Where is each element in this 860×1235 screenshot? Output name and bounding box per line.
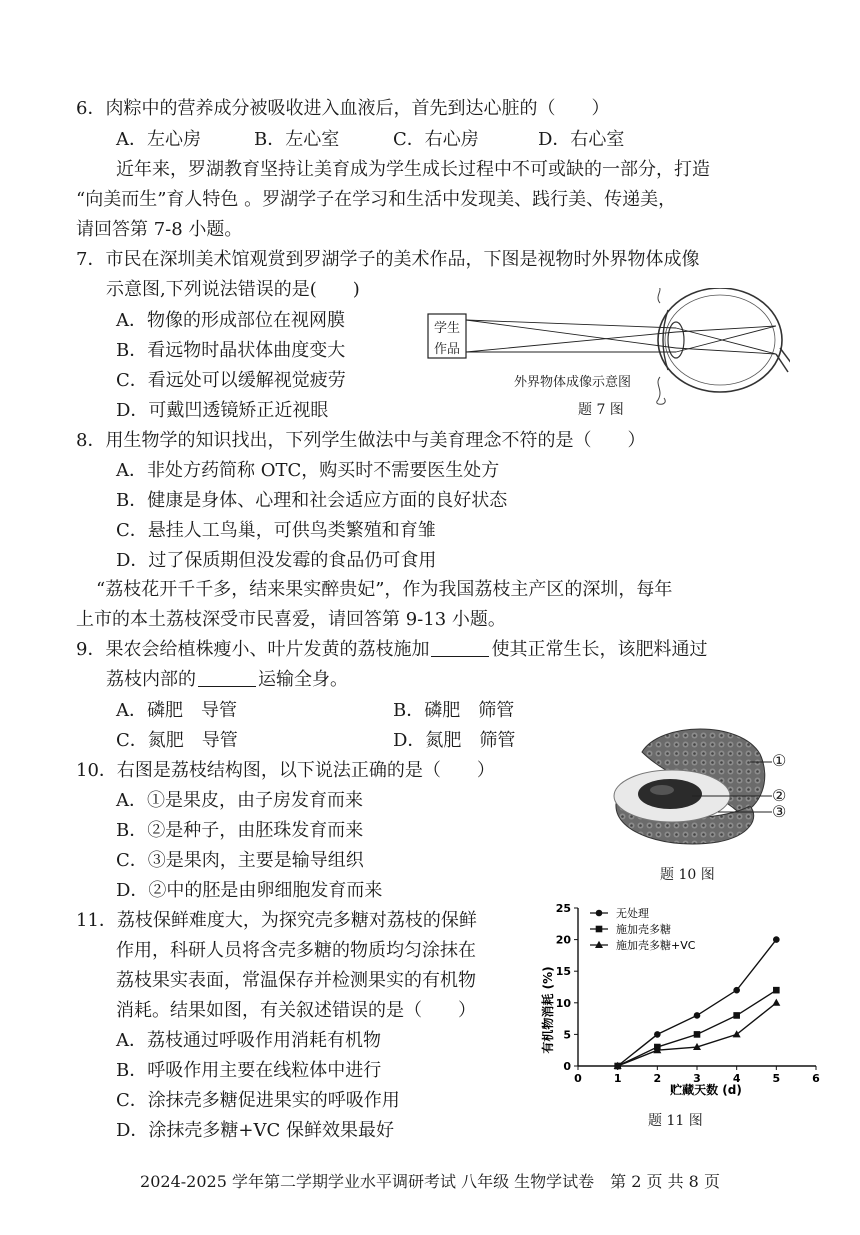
light-rays xyxy=(466,320,776,354)
chart-legend xyxy=(590,906,696,952)
y-tick-label: 0 xyxy=(563,1060,571,1073)
intro1-line-2: “向美而生”育人特色 。罗湖学子在学习和生活中发现美、践行美、传递美， xyxy=(76,189,677,210)
q9-option-a: A．磷肥 导管 xyxy=(116,700,237,721)
q9-option-c: C．氮肥 导管 xyxy=(116,730,238,751)
eyeball-drawing xyxy=(657,288,790,404)
x-tick-label: 0 xyxy=(574,1072,582,1085)
series-line xyxy=(618,990,777,1066)
q7-figure-number: 题 7 图 xyxy=(578,402,624,418)
q6-option-c: C．右心房 xyxy=(393,129,479,150)
y-tick-label: 10 xyxy=(555,996,571,1010)
q7-option-d: D．可戴凹透镜矫正近视眼 xyxy=(116,400,329,421)
q8-option-d: D．过了保质期但没发霉的食品仍可食用 xyxy=(116,550,437,571)
q10-option-b: B．②是种子，由胚珠发育而来 xyxy=(116,820,364,841)
q11-option-c: C．涂抹壳多糖促进果实的呼吸作用 xyxy=(116,1090,400,1111)
q6-stem: 6．肉粽中的营养成分被吸收进入血液后，首先到达心脏的（ ） xyxy=(76,98,610,119)
legend-label: 施加壳多糖+VC xyxy=(616,939,696,952)
y-tick-label: 5 xyxy=(563,1028,571,1042)
q9-stem-part-3: 荔枝内部的 xyxy=(106,669,196,690)
q11-option-d: D．涂抹壳多糖+VC 保鲜效果最好 xyxy=(116,1120,395,1141)
lychee-label-1: ① xyxy=(772,751,787,770)
data-point-square xyxy=(596,926,603,933)
q9-option-b: B．磷肥 筛管 xyxy=(393,700,515,721)
data-point-square xyxy=(694,1031,701,1038)
x-tick-label: 4 xyxy=(732,1072,741,1085)
data-point-square xyxy=(733,1012,740,1019)
q8-stem: 8．用生物学的知识找出，下列学生做法中与美育理念不符的是（ ） xyxy=(76,430,646,451)
q9-blank-1 xyxy=(431,638,489,657)
q10-option-d: D．②中的胚是由卵细胞发育而来 xyxy=(116,880,383,901)
lychee-label-3: ③ xyxy=(772,802,787,821)
y-tick-label: 25 xyxy=(555,902,571,915)
y-tick-label: 20 xyxy=(555,933,571,947)
intro2-line-1: “荔枝花开千千多，结来果实醉贵妃”，作为我国荔枝主产区的深圳，每年 xyxy=(96,579,673,600)
data-point-circle xyxy=(733,987,740,994)
q7-stem-line-2: 示意图,下列说法错误的是( ) xyxy=(106,279,360,300)
q11-figure-number: 题 11 图 xyxy=(648,1113,703,1129)
eye-figure-caption: 外界物体成像示意图 xyxy=(514,375,632,390)
q9-stem-line-2 xyxy=(106,668,348,692)
q11-option-a: A．荔枝通过呼吸作用消耗有机物 xyxy=(116,1030,381,1051)
q7-stem-line-1: 7．市民在深圳美术馆观赏到罗湖学子的美术作品，下图是视物时外界物体成像 xyxy=(76,249,700,270)
q9-stem-part-1: 9．果农会给植株瘦小、叶片发黄的荔枝施加 xyxy=(76,639,430,660)
page-footer: 2024-2025 学年第二学期学业水平调研考试 八年级 生物学试卷 第 2 页 共 8 页 xyxy=(140,1172,720,1191)
q7-option-b: B．看远物时晶状体曲度变大 xyxy=(116,340,346,361)
q8-option-a: A．非处方药简称 OTC，购买时不需要医生处方 xyxy=(116,460,500,481)
q11-stem-line-2: 作用，科研人员将含壳多糖的物质均匀涂抹在 xyxy=(116,940,476,961)
x-tick-label: 2 xyxy=(653,1072,662,1085)
q9-stem-part-4: 运输全身。 xyxy=(258,669,348,690)
data-point-triangle xyxy=(772,999,780,1006)
q8-option-c: C．悬挂人工鸟巢，可供鸟类繁殖和育雏 xyxy=(116,520,436,541)
legend-label: 无处理 xyxy=(616,907,649,920)
q7-option-c: C．看远处可以缓解视觉疲劳 xyxy=(116,370,346,391)
q11-stem-line-3: 荔枝果实表面，常温保存并检测果实的有机物 xyxy=(116,970,476,991)
data-point-circle xyxy=(694,1012,701,1019)
q6-option-a: A．左心房 xyxy=(116,129,201,150)
data-point-square xyxy=(773,987,780,994)
data-point-circle xyxy=(773,936,780,943)
x-tick-label: 1 xyxy=(613,1072,622,1085)
q11-stem-line-4: 消耗。结果如图，有关叙述错误的是（ ） xyxy=(116,1000,476,1021)
lychee-label-2: ② xyxy=(772,786,787,805)
data-point-circle xyxy=(654,1031,661,1038)
q10-figure-number: 题 10 图 xyxy=(660,867,715,883)
intro1-line-3: 请回答第 7-8 小题。 xyxy=(76,219,243,240)
legend-label: 施加壳多糖 xyxy=(616,923,671,936)
q11-stem-line-1: 11．荔枝保鲜难度大，为探究壳多糖对荔枝的保鲜 xyxy=(76,910,477,931)
chart-x-axis-label: 贮藏天数 (d) xyxy=(670,1083,742,1097)
q11-option-b: B．呼吸作用主要在线粒体中进行 xyxy=(116,1060,382,1081)
q9-blank-2 xyxy=(198,668,256,687)
x-tick-label: 3 xyxy=(693,1072,701,1085)
q8-option-b: B．健康是身体、心理和社会适应方面的良好状态 xyxy=(116,490,508,511)
x-tick-label: 6 xyxy=(812,1072,820,1085)
q10-option-c: C．③是果肉，主要是输导组织 xyxy=(116,850,364,871)
data-point-circle xyxy=(596,910,603,917)
q9-stem-part-2: 使其正常生长，该肥料通过 xyxy=(491,639,708,660)
chart-y-axis-label: 有机物消耗 (%) xyxy=(541,966,555,1054)
y-tick-label: 15 xyxy=(555,965,571,979)
organic-consumption-chart xyxy=(538,898,830,1098)
lychee-figure xyxy=(600,722,800,852)
q7-option-a: A．物像的形成部位在视网膜 xyxy=(116,310,345,331)
intro1-line-1: 近年来，罗湖教育坚持让美育成为学生成长过程中不可或缺的一部分，打造 xyxy=(116,159,710,180)
lychee-drawing xyxy=(614,729,765,844)
q9-option-d: D．氮肥 筛管 xyxy=(393,730,516,751)
intro2-line-2: 上市的本土荔枝深受市民喜爱，请回答第 9-13 小题。 xyxy=(76,609,506,630)
object-label: 学生作品 xyxy=(433,321,460,357)
q6-option-d: D．右心室 xyxy=(538,129,625,150)
q6-option-b: B．左心室 xyxy=(254,129,340,150)
q9-stem-line-1 xyxy=(76,638,707,662)
q10-stem: 10．右图是荔枝结构图，以下说法正确的是（ ） xyxy=(76,760,495,781)
q10-option-a: A．①是果皮，由子房发育而来 xyxy=(116,790,363,811)
x-tick-label: 5 xyxy=(772,1072,781,1085)
chart-series xyxy=(614,936,781,1069)
